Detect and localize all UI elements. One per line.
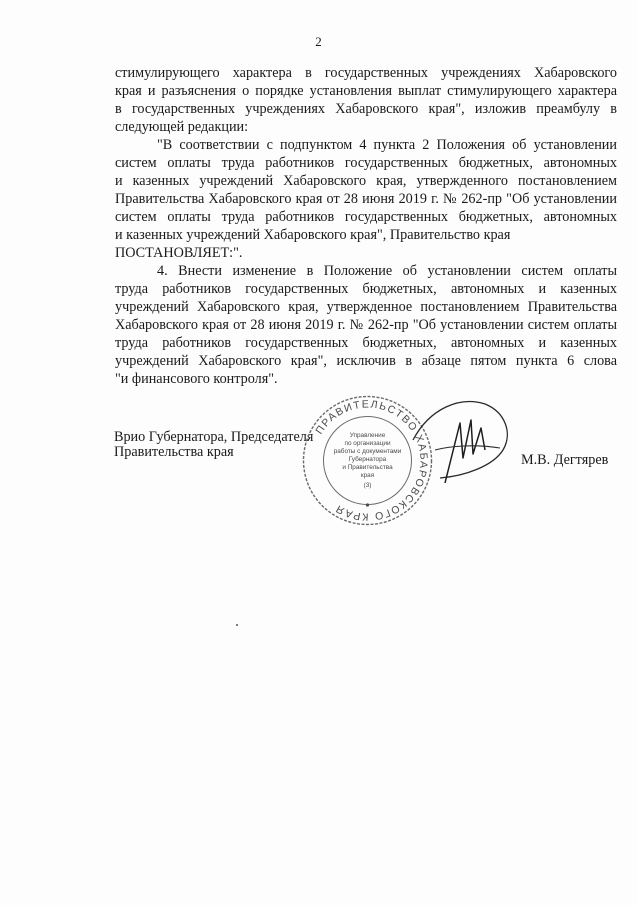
page-number: 2 xyxy=(315,34,322,49)
signer-position-line-1: Врио Губернатора, Председателя xyxy=(114,429,314,445)
stamp-dot-icon xyxy=(366,503,369,506)
paragraph-2-line-3: и казенных учреждений Хабаровского края, утвержденного постановлением xyxy=(115,173,617,189)
paragraph-1-line-1: стимулирующего характера в государственных учреждениях Хабаровского xyxy=(115,65,617,81)
paragraph-3-line-2: труда работников государственных бюджетных, автономных и казенных xyxy=(115,281,617,297)
paragraph-3-line-7: "и финансового контроля". xyxy=(115,371,278,387)
stamp-inner-line-2: по организации xyxy=(344,440,391,447)
speck-mark xyxy=(236,624,238,626)
paragraph-3-line-5: труда работников государственных бюджетных, автономных и казенных xyxy=(115,335,617,351)
paragraph-2-line-4: Правительства Хабаровского края от 28 июня 2019 г. № 262-пр "Об установлении xyxy=(115,191,617,207)
stamp-ring-text: ПРАВИТЕЛЬСТВО ХАБАРОВСКОГО КРАЯ xyxy=(313,398,430,523)
paragraph-2-line-7: ПОСТАНОВЛЯЕТ:". xyxy=(115,245,243,261)
paragraph-3-line-4: Хабаровского края от 28 июня 2019 г. № 262-пр "Об установлении систем оплаты xyxy=(115,317,617,333)
stamp-inner-line-7: (3) xyxy=(363,482,372,489)
signer-position-line-2: Правительства края xyxy=(114,444,234,460)
signer-name: М.В. Дегтярев xyxy=(521,452,609,468)
paragraph-3-line-3: учреждений Хабаровского края, утвержденное постановлением Правительства xyxy=(115,299,617,315)
paragraph-3-line-1: 4. Внести изменение в Положение об установлении систем оплаты xyxy=(157,263,617,279)
stamp-inner-line-4: Губернатора xyxy=(348,456,387,463)
paragraph-2-line-6: и казенных учреждений Хабаровского края", Правительство края xyxy=(115,227,511,243)
paragraph-2-line-1: "В соответствии с подпунктом 4 пункта 2 Положения об установлении xyxy=(157,137,617,153)
stamp-inner-line-6: края xyxy=(360,472,375,479)
handwritten-signature-icon xyxy=(405,388,520,498)
paragraph-1-line-4: следующей редакции: xyxy=(115,119,249,135)
stamp-inner-line-1: Управление xyxy=(349,432,386,439)
paragraph-2-line-2: систем оплаты труда работников государственных бюджетных, автономных xyxy=(115,155,617,171)
stamp-inner-line-3: работы с документами xyxy=(333,448,402,455)
paragraph-3-line-6: учреждений Хабаровского края", исключив в абзаце пятом пункта 6 слова xyxy=(115,353,617,369)
stamp-inner-line-5: и Правительства xyxy=(342,464,393,471)
paragraph-1-line-3: в государственных учреждениях Хабаровского края", изложив преамбулу в xyxy=(115,101,617,117)
signer-position xyxy=(114,430,313,460)
paragraph-1-line-2: края и разъяснения о порядке установления выплат стимулирующего характера xyxy=(115,83,617,99)
paragraph-2-line-5: систем оплаты труда работников государственных бюджетных, автономных xyxy=(115,209,617,225)
